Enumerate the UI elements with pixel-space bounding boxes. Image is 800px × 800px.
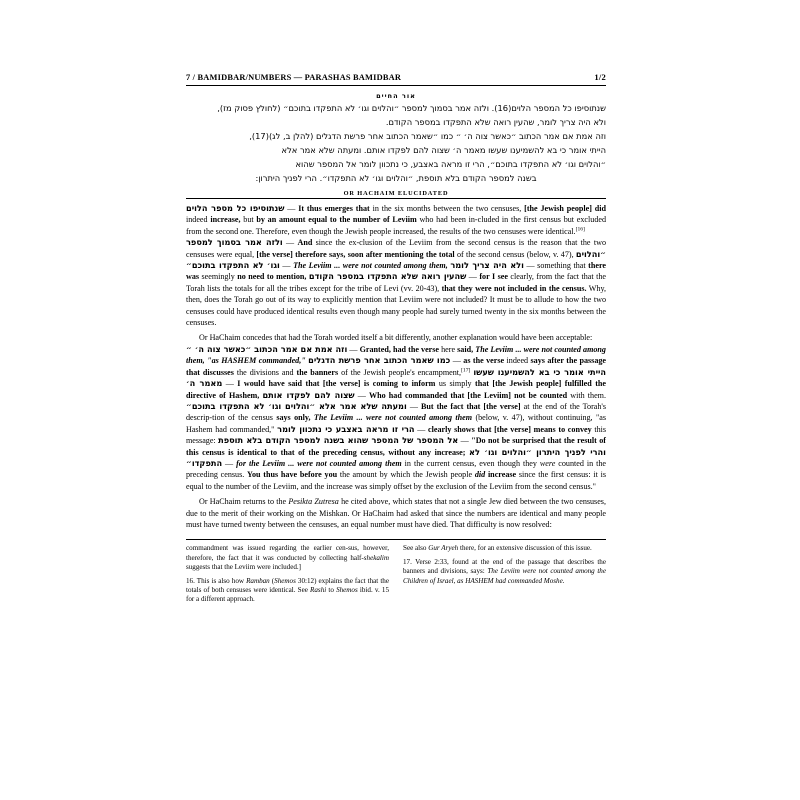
- footnote-item: 16. This is also how Ramban (Shemos 30:12) explains the fact that the totals of both censuses were identical. See Rashi to Shemos ibid. v. 15 for a different approach.: [186, 576, 390, 604]
- elucidated-paragraph: וזה אמת אם אמר הכתוב ״כאשר צוה ה׳ ״ — Granted, had the verse here said, The Leviim ... were not counted among them, "as HASHEM commanded," כמו שאמר הכתוב אחר פרשת הדגלים — as the verse indeed says after the passage that discusses the divisions and the banners of the Jewish people's encampment,[17] הייתי אומר כי בא להשמיענו שעשו מאמר ה׳ — I would have said that [the verse] is coming to inform us simply that [the Jewish people] fulfilled the directive of Hashem, שצוה להם לפקדו אותם — Who had commanded that [the Leviim] not be counted with them. ומעתה שלא אמר אלא ״והלוים וגו׳ לא התפקדו בתוכם״ — But the fact that [the verse] at the end of the Torah's descrip-tion of the census says only, The Leviim ... were not counted among them (below, v. 47), without continuing, "as Hashem had commanded," הרי זו מראה באצבע כי נתכוון לומר — clearly shows that [the verse] means to convey this message: אל המספר של המספר שהוא בשנה למספר הקודם בלא תוספת — "Do not be surprised that the result of this census is identical to that of the preceding census, without any increase; והרי לפניך היתרון ״והלוים וגו׳ לא התפקדו״ — for the Leviim ... were not counted among them in the current census, even though they were counted in the preceding census. You thus have before you the amount by which the Jewish people did increase since the first census: it is equal to the number of the Leviim, and the increase was simply offset by the exclusion of the Leviim from the second census.": [186, 343, 607, 491]
- running-head-title: 7 / BAMIDBAR/NUMBERS — PARASHAS BAMIDBAR: [186, 73, 402, 82]
- footnote-column-right: [403, 544, 606, 604]
- hebrew-paragraph: וזה אמת אם אמר הכתוב ״כאשר צוה ה׳ ״ כמו ״שאמר הכתוב אחר פרשת הדגלים (להלן ב, לג)‏(17),: [249, 131, 606, 141]
- header-divider: [186, 85, 606, 86]
- hebrew-paragraph: שנתוסיפו כל המספר הלוים‏(16). ולזה אמר בסמוך למספר ״והלוים וגו׳ לא התפקדו בתוכם״ (לחולץ פסוק מז),: [217, 103, 606, 113]
- hebrew-paragraph: ולא היה צריך לומר, שהעין רואה שלא התפקדו במספר הקודם.: [385, 117, 606, 127]
- elucidated-section-heading: OR HACHAIM ELUCIDATED: [343, 190, 449, 197]
- section-divider: [186, 198, 606, 199]
- footnote-item: See also Gur Aryeh there, for an extensive discussion of this issue.: [403, 544, 592, 553]
- hebrew-commentary-text: [186, 102, 606, 185]
- page-header: [186, 72, 606, 85]
- elucidated-paragraph: Or HaChaim returns to the Pesikta Zutresa he cited above, which states that not a single Jew died between the two censuses, due to the merit of their working on the Mishkan. Or HaChaim had asked that since the numbers are identical and many people must have turned twenty between the censuses, an equal number must have died. That difficulty is now resolved:: [186, 497, 606, 529]
- hebrew-commentary-heading: אור החיים: [376, 92, 416, 100]
- footnote-item: 17. Verse 2:33, found at the end of the passage that describes the banners and divisions, says: The Leviim were not counted among the Children of Israel, as HASHEM had commanded Moshe.: [403, 557, 606, 585]
- page-number: 1/2: [594, 72, 606, 82]
- hebrew-paragraph: ״והלוים וגו׳ לא התפקדו בתוכם״, הרי זו מראה באצבע, כי נתכוון לומר אל המספר שהוא: [295, 159, 606, 169]
- page-content: [186, 72, 606, 605]
- hebrew-paragraph: בשנה למספר הקודם בלא תוספת, ״והלוים וגו׳ לא התפקדו״. הרי לפניך היתרון:: [255, 173, 537, 183]
- footnote-divider: [186, 539, 606, 540]
- footnote-column-left: [186, 544, 389, 604]
- elucidated-paragraph: Or HaChaim concedes that had the Torah worded itself a bit differently, another explanation would have been acceptable:: [199, 333, 593, 343]
- footnotes: [186, 544, 606, 604]
- footnote-item: commandment was issued regarding the earlier cen-sus, however, therefore, the fact that it was conducted by collecting half-shekalim suggests that the Leviim were included.]: [186, 544, 389, 572]
- elucidated-paragraph: ולזה אמר בסמוך למספר — And since the ex-clusion of the Leviim from the second census is the reason that the two censuses were equal, [the verse] therefore says, soon after mentioning the total of the second census (below, v. 47), ״והלוים וגו׳ לא התפקדו בתוכם״ — The Leviim ... were not counted among them, ולא היה צריך לומר — something that there was seemingly no need to mention, שהעין רואה שלא התפקדו במספר הקודם — for I see clearly, from the fact that the Torah lists the totals for all the tribes except for the tribe of Levi (vv. 20-43), that they were not included in the census. Why, then, does the Torah go out of its way to explicitly mention that Leviim were not included? It must be to allude to how the two censuses could have produced identical results even though many people had surely turned twenty in the six months between the censuses.: [186, 237, 606, 328]
- elucidated-body-text: [186, 203, 606, 530]
- hebrew-paragraph: הייתי אומר כי בא להשמיענו שעשו מאמר ה׳ שצוה להם לפקדו אותם. ומעתה שלא אמר אלא: [281, 145, 606, 155]
- elucidated-paragraph: שנתוסיפו כל מספר הלוים — It thus emerges that in the six months between the two censuses, [the Jewish people] did indeed increase, but by an amount equal to the number of Leviim who had been in-cluded in the first census but excluded from the second one. Therefore, even though the Jewish people increased, the results of the two censuses were identical.[16]: [186, 203, 607, 236]
